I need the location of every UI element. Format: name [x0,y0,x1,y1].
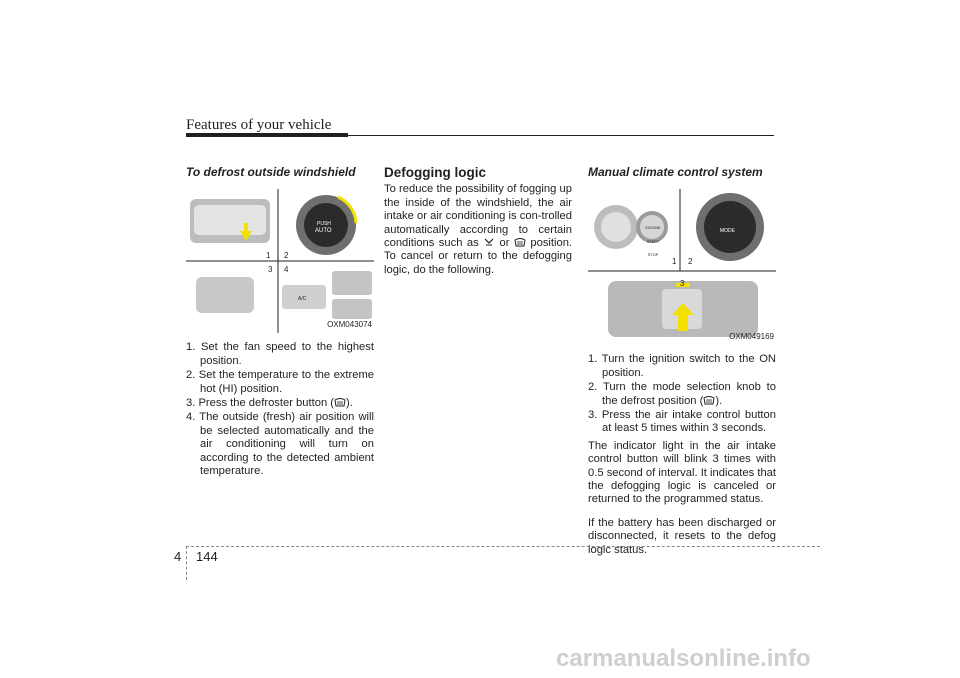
paragraph-indicator: The indicator light in the air intake control button will blink 3 times with 0.5 second of interval. It indicates that the defogging logic is canceled or returned to the programmed status. [588,439,776,506]
floor-defrost-icon [483,237,495,247]
figure-code: OXM043074 [327,320,372,329]
label-ac: A/C [298,296,307,303]
header-title: Features of your vehicle [186,117,332,133]
paragraph-battery: If the battery has been discharged or disconnected, it resets to the defog logic status. [588,516,776,556]
step-1: 1. Set the fan speed to the highest position. [186,341,374,367]
label-4: 4 [284,265,289,275]
page-number: 144 [196,549,218,564]
figure-code: OXM049169 [729,332,774,341]
header-rule [186,135,774,136]
para-or: or [499,237,510,250]
label-push: PUSH [317,221,331,228]
label-1: 1 [672,257,677,267]
footer-rule [186,546,820,547]
step-3 [186,397,374,410]
paragraph-defogging [384,183,572,277]
heading-defogging: Defogging logic [384,165,486,180]
label-2: 2 [284,251,289,261]
column-manual-climate [588,166,776,567]
figure-manual-illustration [588,185,776,345]
step-3-end: ). [346,397,353,410]
step-1: 1. Turn the ignition switch to the ON position. [588,353,776,379]
label-mode: MODE [720,228,735,235]
label-1: 1 [266,251,271,261]
section-number: 4 [174,549,182,564]
defrost-steps [186,341,374,478]
label-auto: AUTO [315,228,332,235]
label-2: 2 [688,257,693,267]
defrost-icon [703,395,715,405]
figure-defrost-illustration [186,185,374,333]
step-2: 2. Set the temperature to the extreme hot (HI) position. [186,369,374,395]
step-3: 3. Press the air intake control button at least 5 times within 3 seconds. [588,409,776,435]
step-3-text: 3. Press the defroster button ( [186,397,334,410]
watermark: carmanualsonline.info [556,645,811,672]
column-defogging [384,166,572,287]
para-part-a: To reduce the possibility of fogging up the inside of the windshield, the air intake or air conditioning is con-trolled automatically according to certain conditions such as [384,183,572,250]
footer-vertical-rule [186,546,187,580]
subtitle-defrost: To defrost outside windshield [186,165,356,179]
subtitle-manual-climate: Manual climate control system [588,165,763,179]
defrost-icon [514,237,526,247]
step-2-text: 2. Turn the mode selection knob to the defrost position ( [588,381,776,407]
step-2 [588,381,776,408]
step-4: 4. The outside (fresh) air position will be selected automatically and the air conditioning will turn on according to the detected ambient temperature. [186,411,374,478]
manual-steps [588,353,776,435]
label-3: 3 [680,279,685,289]
para-part-b: position. To cancel or return to the defogging logic, do the following. [384,237,573,276]
column-defrost [186,166,374,479]
figure-defrost-controls [186,185,374,333]
defrost-icon [334,397,346,407]
figure-manual-controls [588,185,776,345]
label-3: 3 [268,265,273,275]
label-engine: ENGINE START STOP [645,225,661,258]
step-2-end: ). [715,394,723,407]
